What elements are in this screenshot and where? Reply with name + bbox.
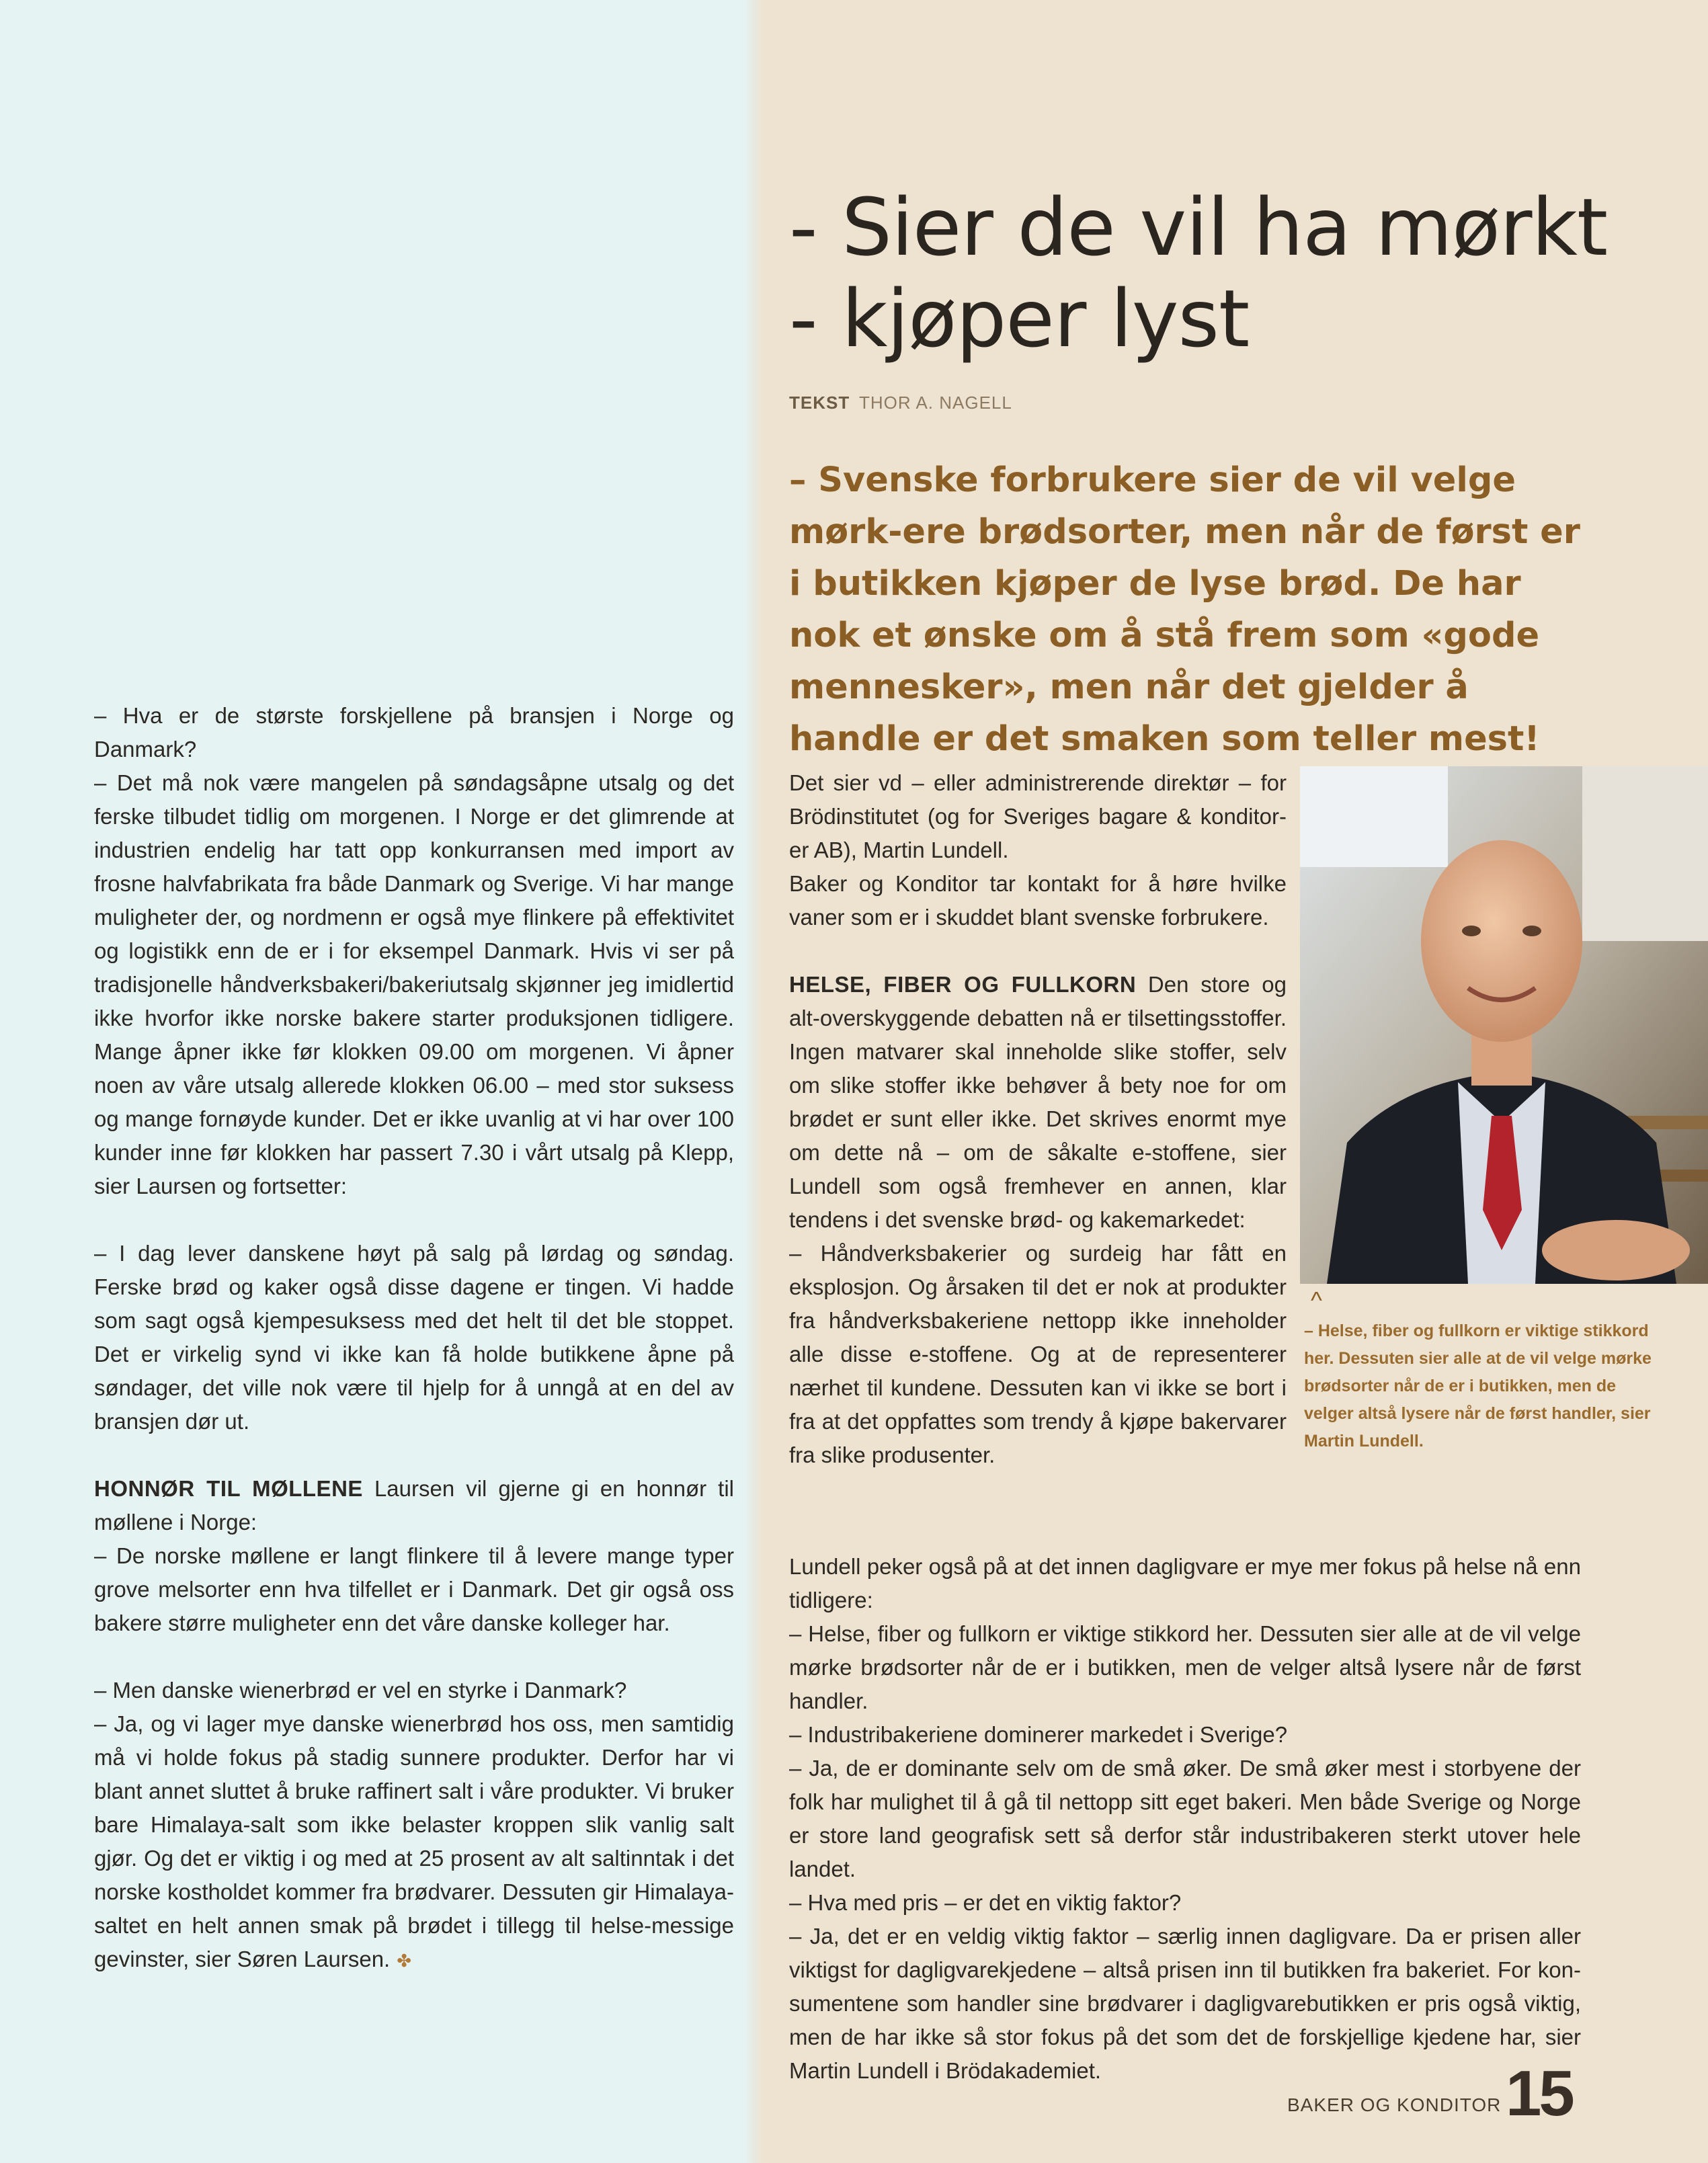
wide-column: [789, 1550, 1581, 2088]
wide-paragraph-1: Lundell peker også på at det innen dagligvare er mye mer fokus på helse nå enn tidligere:: [789, 1554, 1581, 1613]
wide-paragraph-4: – Ja, de er dominante selv om de små øker. De små øker mest i storbyene der folk har mulighet til å gå til nettopp sitt eget bakeri. Men både Sverige og Norge er store land geografisk sett så derfor står industribakeren sterkt utover hele landet.: [789, 1756, 1581, 1881]
middle-paragraph-1: Det sier vd – eller administrerende direktør – for Brödinstitutet (og for Sveriges bagare & konditor-er AB), Martin Lundell.: [789, 770, 1287, 862]
left-paragraph-4-text: Laursen vil gjerne gi en honnør til møllene i Norge:: [94, 1476, 734, 1535]
left-paragraph-7: [94, 1707, 734, 1977]
byline: [789, 393, 1012, 413]
end-mark-icon: ✤: [397, 1951, 412, 1971]
photo-caption: – Helse, fiber og fullkorn er viktige stikkord her. Dessuten sier alle at de vil velge mørke brødsorter når de er i butikken, men de velger altså lysere når de først handler, sier Martin Lundell.: [1304, 1321, 1652, 1451]
byline-author: THOR A. NAGELL: [859, 393, 1012, 413]
subheading-honnor: HONNØR TIL MØLLENE: [94, 1476, 363, 1501]
left-paragraph-5: – De norske møllene er langt flinkere til å levere mange typer grove melsorter enn hva tilfellet er i Danmark. Det gir også oss bakere større muligheter enn det våre danske kolleger har.: [94, 1543, 734, 1635]
middle-paragraph-2: Baker og Konditor tar kontakt for å høre hvilke vaner som er i skuddet blant svenske forbrukere.: [789, 871, 1287, 930]
wide-paragraph-2: – Helse, fiber og fullkorn er viktige stikkord her. Dessuten sier alle at de vil velge mørke brødsorter når de er i butikken, men de velger altså lysere når de først handler.: [789, 1621, 1581, 1713]
middle-paragraph-3: [789, 968, 1287, 1237]
left-paragraph-2: – Det må nok være mangelen på søndagsåpne utsalg og det ferske tilbudet tidlig om morgenen. I Norge er det glimrende at industrien endelig har tatt opp konkurransen med import av frosne halvfabrikata fra både Danmark og Sverige. Vi har mange muligheter der, og nordmenn er også mye flinkere på effektivitet og logistikk enn de er i for eksempel Danmark. Hvis vi ser på tradisjonelle håndverksbakeri/bakeriutsalg skjønner jeg imidlertid ikke hvorfor ikke norske bakere starter produksjonen tidligere. Mange åpner ikke før klokken 09.00 om morgenen. Vi åpner noen av våre utsalg allerede klokken 06.00 – med stor suksess og mange fornøyde kunder. Det er ikke uvanlig at vi har over 100 kunder inne før klokken har passert 7.30 i vårt utsalg på Klepp, sier Laursen og fortsetter:: [94, 770, 734, 1198]
left-paragraph-6: – Men danske wienerbrød er vel en styrke i Danmark?: [94, 1678, 627, 1703]
left-column: [94, 699, 734, 1977]
article-lead: – Svenske forbrukere sier de vil velge mørk-ere brødsorter, men når de først er i butikken kjøper de lyse brød. De har nok et ønske om å stå frem som «gode mennesker», men når det gjelder å handle er det smaken som teller mest!: [789, 460, 1580, 759]
left-paragraph-3: – I dag lever danskene høyt på salg på lørdag og søndag. Ferske brød og kaker også disse dagene er tingen. Vi hadde som sagt også kjempesuksess med det helt til det ble stoppet. Det er virkelig synd vi ikke kan få holde butikkene åpne på søndager, det ville nok være til hjelp for å unngå at en del av bransjen dør ut.: [94, 1241, 734, 1434]
left-paragraph-4: [94, 1472, 734, 1539]
article-title: [789, 181, 1663, 364]
wide-paragraph-3: – Industribakeriene dominerer markedet i Sverige?: [789, 1722, 1288, 1747]
left-paragraph-1: – Hva er de største forskjellene på bransjen i Norge og Danmark?: [94, 703, 734, 762]
wide-paragraph-6: – Ja, det er en veldig viktig faktor – særlig innen dagligvare. Da er prisen aller viktigst for dagligvarekjedene – altså prisen inn til butikken fra bakeriet. For kon-sumentene som handler sine brødvarer i dagligvarebutikken er pris også viktig, men de har ikke så stor fokus på det som det de forskjellige kjedene har, sier Martin Lundell i Brödakademiet.: [789, 1924, 1581, 2083]
middle-paragraph-3-text: Den store og alt-overskyggende debatten nå er tilsettingsstoffer. Ingen matvarer skal inneholde slike stoffer, selv om slike stoffer ikke behøver å bety noe for om brødet er sunt eller ikke. Det skrives enormt mye om dette nå – om de såkalte e-stoffene, sier Lundell som også fremhever en annen, klar tendens i det svenske brød- og kakemarkedet:: [789, 972, 1287, 1232]
portrait-illustration: [1300, 766, 1708, 1284]
title-line-1: - Sier de vil ha mørkt: [789, 181, 1608, 274]
page-gutter: [745, 0, 765, 2163]
portrait-photo: [1300, 766, 1708, 1284]
magazine-name: BAKER OG KONDITOR: [1287, 2094, 1502, 2115]
caption-arrow-icon: ^: [1311, 1287, 1322, 1314]
wide-paragraph-5: – Hva med pris – er det en viktig faktor?: [789, 1890, 1182, 1915]
middle-paragraph-4: – Håndverksbakerier og surdeig har fått en eksplosjon. Og årsaken til det er nok at produkter fra håndverksbakeriene nettopp ikke inneholder alle disse e-stoffene. Og at de representerer nærhet til kundene. Dessuten kan vi ikke se bort i fra at det oppfattes som trendy å kjøpe bakervarer fra slike produsenter.: [789, 1241, 1287, 1467]
left-paragraph-7-text: – Ja, og vi lager mye danske wienerbrød hos oss, men samtidig må vi holde fokus på stadig sunnere produkter. Derfor har vi blant annet sluttet å bruke raffinert salt i våre produkter. Vi bruker bare Himalaya-salt som ikke belaster kroppen slik vanlig salt gjør. Og det er viktig i og med at 25 prosent av alt saltinntak i det norske kostholdet kommer fra brødvarer. Dessuten gir Himalaya-saltet en helt annen smak på brødet i tillegg til helse-messige gevinster, sier Søren Laursen.: [94, 1711, 734, 1971]
middle-column: [789, 766, 1287, 1472]
title-line-2: - kjøper lyst: [789, 272, 1250, 365]
page-number: 15: [1506, 2057, 1572, 2129]
byline-label: TEKST: [789, 393, 850, 413]
subheading-helse: HELSE, FIBER OG FULLKORN: [789, 972, 1137, 997]
